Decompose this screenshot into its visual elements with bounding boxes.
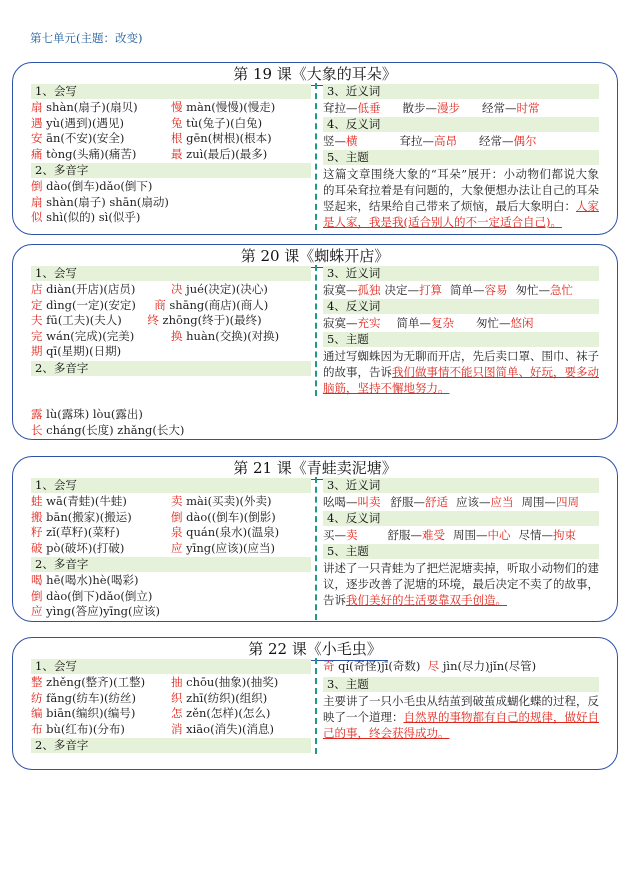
- poly-row: 倒 dào(倒车)dǎo(倒下): [31, 179, 153, 193]
- section-antonyms: 4、反义词: [323, 117, 599, 132]
- lesson-title: 第 21 课《青蛙卖泥塘》: [227, 457, 403, 480]
- theme-summary: 讲述了一只青蛙为了把烂泥塘卖掉，听取小动物们的建议，逐步改善了泥塘的环境，最后决定不卖了的故事，告诉我们美好的生活要靠双手创造。: [322, 561, 599, 607]
- section-synonyms: 3、近义词: [323, 478, 599, 493]
- synonym-row: 寂寞—孤独 决定—打算 简单—容易 匆忙—急忙: [322, 283, 573, 297]
- write-row: 编 biān(编织)(编号) 怎 zěn(怎样)(怎么): [31, 706, 271, 720]
- write-row: 破 pò(破坏)(打破) 应 yīng(应该)(应当): [31, 540, 276, 555]
- lesson-title: 第 22 课《小毛虫》: [242, 638, 388, 661]
- write-row: 整 zhěng(整齐)(工整) 抽 chōu(抽象)(抽奖): [31, 675, 279, 689]
- theme-summary: 通过写蜘蛛因为无聊而开店，先后卖口罩、围巾、袜子的故事，告诉我们做事情不能只图简单、好玩，要多动脑筋，坚持不懈地努力。: [322, 349, 600, 395]
- poly-row: 喝 hē(喝水)hè(喝彩): [31, 573, 139, 587]
- poly-row: 奇 qí(奇怪)jī(奇数) 尽 jìn(尽力)jǐn(尽管): [322, 659, 537, 673]
- write-row: 扇 shàn(扇子)(扇贝) 慢 màn(慢慢)(慢走): [31, 100, 276, 114]
- poly-row: 倒 dào(倒下)dǎo(倒立): [31, 588, 153, 603]
- poly-row: 扇 shàn(扇子) shān(扇动): [31, 194, 169, 209]
- antonym-row: 竖—横 耷拉—高昂 经常—偶尔: [322, 134, 537, 148]
- write-row: 完 wán(完成)(完美) 换 huàn(交换)(对换): [31, 328, 280, 343]
- antonym-row: 买—卖 舒服—难受 周围—中心 尽情—拘束: [322, 528, 576, 542]
- write-row: 夫 fū(工夫)(夫人) 终 zhōng(终于)(最终): [31, 313, 262, 327]
- section-write: 1、会写: [31, 659, 311, 674]
- section-write: 1、会写: [31, 478, 311, 493]
- write-row: 蛙 wā(青蛙)(牛蛙) 卖 mài(买卖)(外卖): [31, 494, 272, 508]
- poly-row: 露 lù(露珠) lòu(露出): [31, 407, 143, 421]
- write-row: 纺 fǎng(纺车)(纺丝) 织 zhī(纺织)(组织): [31, 690, 268, 705]
- poly-row: 似 shì(似的) sì(似乎): [31, 210, 141, 224]
- write-row: 安 ān(不安)(安全) 根 gēn(树根)(根本): [31, 131, 272, 145]
- section-synonyms: 3、近义词: [323, 84, 599, 99]
- write-row: 定 dìng(一定)(安定) 商 shāng(商店)(商人): [31, 297, 269, 312]
- write-row: 布 bù(红布)(分布) 消 xiāo(消失)(消息): [31, 721, 275, 736]
- lesson-title: 第 19 课《大象的耳朵》: [227, 63, 403, 86]
- section-theme: 3、主题: [323, 677, 599, 692]
- lesson-19-card: [12, 62, 618, 235]
- section-theme: 5、主题: [323, 332, 599, 347]
- write-row: 痛 tòng(头痛)(痛苦) 最 zuì(最后)(最多): [31, 146, 268, 161]
- write-row: 店 diàn(开店)(店员) 决 jué(决定)(决心): [31, 282, 268, 296]
- lesson-20-card: [12, 244, 618, 440]
- unit-heading: 第七单元(主题：改变): [30, 31, 143, 45]
- write-row: 期 qī(星期)(日期): [31, 344, 122, 358]
- lesson-title: 第 20 课《蜘蛛开店》: [235, 245, 396, 268]
- section-polyphone: 2、多音字: [31, 738, 311, 753]
- section-synonyms: 3、近义词: [323, 266, 599, 281]
- section-write: 1、会写: [31, 84, 311, 99]
- poly-row: 应 yìng(答应)yīng(应该): [31, 604, 160, 618]
- section-theme: 5、主题: [323, 150, 599, 165]
- write-row: 搬 bān(搬家)(搬运) 倒 dào((倒车)(倒影): [31, 509, 276, 524]
- synonym-row: 吆喝—叫卖 舒服—舒适 应该—应当 周围—四周: [322, 495, 579, 509]
- section-polyphone: 2、多音字: [31, 361, 311, 376]
- lesson-21-card: [12, 456, 618, 622]
- write-row: 遇 yù(遇到)(遇见) 兔 tù(兔子)(白兔): [31, 115, 263, 130]
- write-row: 籽 zǐ(草籽)(菜籽) 泉 quán(泉水)(温泉): [31, 525, 280, 539]
- theme-summary: 主要讲了一只小毛虫从结茧到破茧成蝴化蝶的过程，反映了一个道理：自然界的事物都有自己的规律，做好自己的事，终会获得成功。: [322, 693, 600, 740]
- section-write: 1、会写: [31, 266, 311, 281]
- antonym-row: 寂寞—充实 简单—复杂 匆忙—悠闲: [322, 316, 534, 330]
- synonym-row: 耷拉—低垂 散步—漫步 经常—时常: [322, 101, 540, 115]
- section-antonyms: 4、反义词: [323, 511, 599, 526]
- section-polyphone: 2、多音字: [31, 163, 311, 178]
- section-polyphone: 2、多音字: [31, 557, 311, 572]
- section-theme: 5、主题: [323, 544, 599, 559]
- section-antonyms: 4、反义词: [323, 299, 599, 314]
- lesson-22-card: [12, 637, 618, 770]
- theme-summary: 这篇文章围绕大象的“耳朵”展开：小动物们都说大象的耳朵耷拉着是有问题的，大象便想办法让自己的耳朵竖起来，结果给自己带来了烦恼，最后大象明白：人家是人家，我是我(适合别人的不一定适合自己)。: [322, 167, 600, 229]
- poly-row: 长 cháng(长度) zhǎng(长大): [31, 422, 185, 437]
